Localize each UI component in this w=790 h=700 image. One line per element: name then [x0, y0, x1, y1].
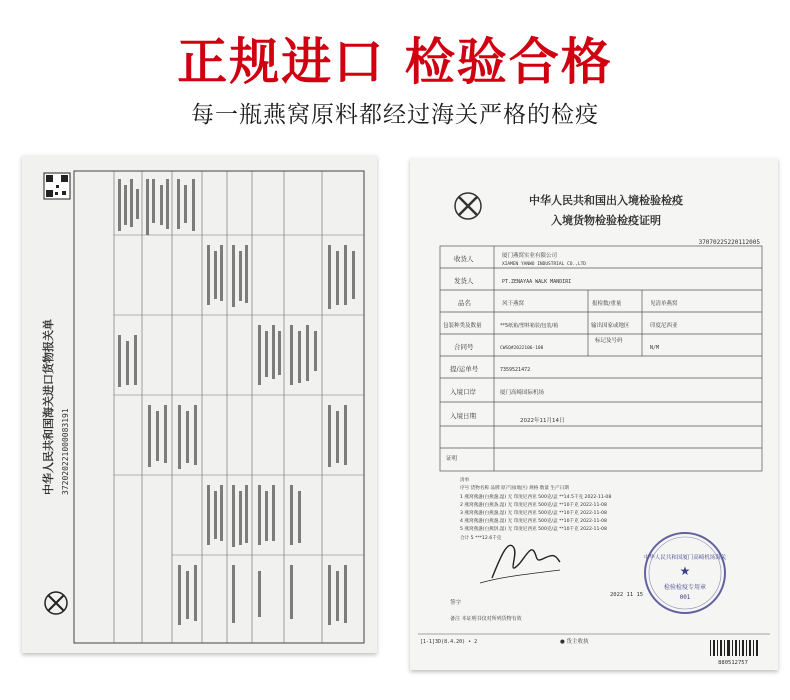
- stamp-num: 001: [679, 594, 691, 601]
- stamp-sub: 检验检疫专用章: [663, 584, 707, 591]
- list-row: 3 燕窝燕盏(白燕盏,湿) 无 印度尼西亚 500克/盒 **10千克 2022-11-08: [460, 511, 607, 516]
- port-value: 厦门高崎国际机场: [500, 390, 545, 396]
- consignor-value: PT.ZENAYAA WALK MANDIRI: [502, 279, 572, 285]
- customs-declaration-svg: [22, 155, 377, 653]
- qty-label: 报检数/重量: [592, 301, 622, 307]
- cert-subtitle: 入境货物检验检疫证明: [551, 214, 661, 227]
- goods-value: 风干燕窝: [502, 301, 525, 307]
- footer-note: 备注 本证明书仅对所列货物有效: [450, 616, 522, 622]
- list-row: 2 燕窝燕盏(白燕条,湿) 无 印度尼西亚 500克/盒 **10千克 2022-11-08: [460, 503, 607, 508]
- bl-value: 7359521472: [500, 367, 531, 373]
- left-doc-title: 中华人民共和国海关进口货物报关单: [42, 319, 55, 495]
- list-total: 合计 5 ***12.6千克: [460, 536, 502, 541]
- customs-declaration-photo: [22, 155, 377, 653]
- contract-label: 合同号: [454, 343, 474, 351]
- goods-label: 品名: [458, 299, 471, 307]
- origin-value: 印度尼西亚: [650, 323, 678, 329]
- consignee-en: XIAMEN YANWO INDUSTRIAL CO.,LTD: [502, 262, 586, 267]
- headline: 正规进口 检验合格: [177, 33, 613, 91]
- sign-label: 签字: [450, 600, 462, 606]
- date-value: 2022年11月14日: [520, 418, 565, 424]
- list-columns: 序号 货物名称 品牌 原产国(地区) 规格 数量 生产日期: [460, 486, 569, 491]
- consignor-label: 发货人: [454, 277, 474, 285]
- list-row: 4 燕窝燕盏(白燕盏,湿) 无 印度尼西亚 500克/盒 **10千克 2022-11-08: [460, 519, 607, 524]
- proof-label: 证明: [446, 456, 458, 462]
- cert-number: 37070225220112005: [698, 239, 760, 246]
- subline: 每一瓶燕窝原料都经过海关严格的检疫: [191, 102, 599, 128]
- left-doc-serial: 372020221000083191: [61, 408, 70, 495]
- consignee-value: 厦门燕窝实业有限公司: [502, 253, 558, 259]
- mark-label: 标记及号码: [595, 338, 623, 344]
- qr-code-icon: [44, 173, 70, 199]
- stamp-star-icon: ★: [679, 564, 691, 578]
- stamp-text: 中华人民共和国厦门高崎机场海关: [643, 555, 727, 561]
- port-label: 入境口岸: [450, 388, 476, 396]
- qty-value: 见清单燕窝: [650, 301, 678, 307]
- mark-value: N/M: [650, 345, 660, 351]
- sign-date: 2022 11 15: [610, 592, 644, 598]
- pack-label: 包装种类及数量: [443, 323, 482, 329]
- list-header: 清单: [460, 478, 470, 483]
- origin-label: 输出国家或地区: [591, 323, 630, 329]
- consignee-label: 收货人: [454, 255, 474, 263]
- date-label: 入境日期: [450, 412, 476, 420]
- list-row: 1 燕窝燕盏(白燕盏,湿) 无 印度尼西亚 500克/盒 **14.5千克 2022-11-08: [460, 495, 612, 500]
- footer-left: [1-1]3D(8.4.20) • 2: [420, 639, 478, 645]
- contract-value: CWSQ#2022106-108: [500, 346, 544, 351]
- barcode-number: 880512757: [718, 660, 748, 666]
- inspection-certificate-photo: [410, 158, 778, 670]
- cert-title: 中华人民共和国出入境检验检疫: [529, 194, 683, 207]
- list-row: 5 燕窝燕盏(白燕饼,湿) 无 印度尼西亚 500克/盒 **10千克 2022-11-08: [460, 527, 607, 532]
- bl-label: 提/运单号: [450, 365, 479, 373]
- pack-value: **5纸箱/塑料箱装/包装/箱: [500, 323, 559, 329]
- inspection-certificate-svg: [410, 158, 778, 670]
- footer-center: ● 货主收执: [560, 639, 589, 645]
